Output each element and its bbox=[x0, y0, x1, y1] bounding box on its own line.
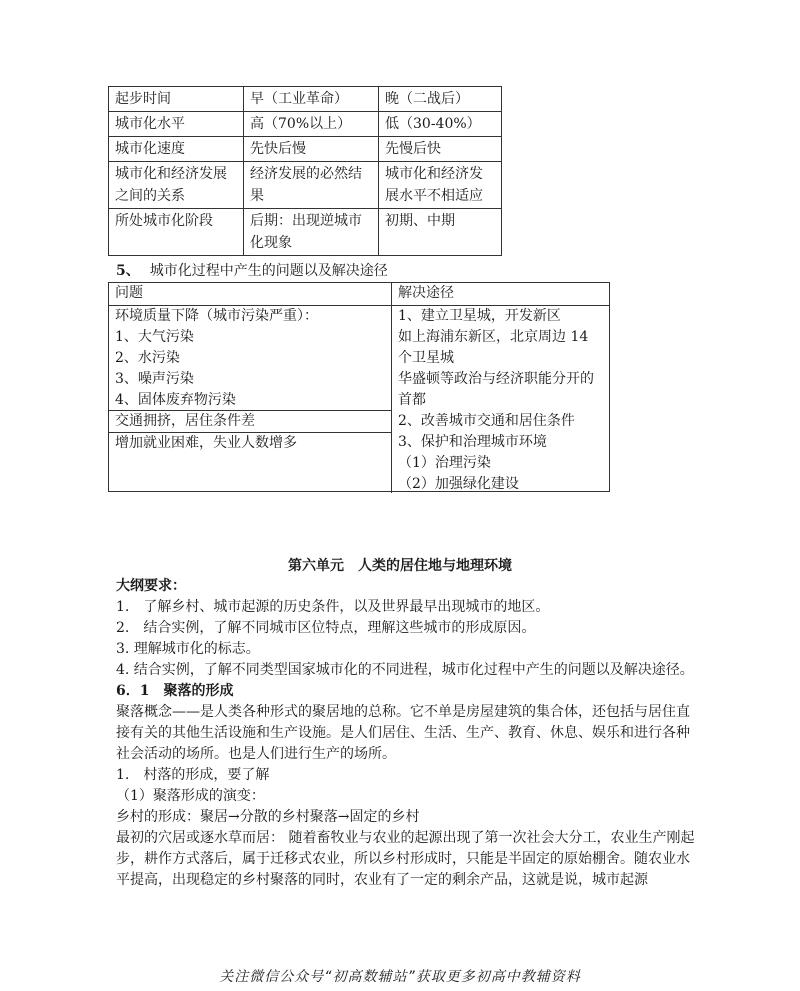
table-row bbox=[109, 87, 502, 112]
table-cell: 城市化和经济发展水平不相适应 bbox=[379, 162, 502, 209]
table-cell: 起步时间 bbox=[109, 87, 244, 112]
list-item: （1）治理污染 bbox=[398, 455, 491, 471]
list-item: 如上海浦东新区，北京周边 14 bbox=[398, 329, 589, 345]
list-item: 1、大气污染 bbox=[115, 329, 194, 345]
section-number: 5、 bbox=[116, 263, 140, 279]
unit-title: 第六单元 人类的居住地与地理环境 bbox=[288, 558, 512, 574]
table-row bbox=[109, 137, 502, 162]
table-cell: 晚（二战后） bbox=[379, 87, 502, 112]
table-header bbox=[109, 283, 609, 306]
list-item: 首都 bbox=[398, 392, 426, 408]
outline-item: 4. 结合实例，了解不同类型国家城市化的不同进程，城市化过程中产生的问题以及解决途径。 bbox=[116, 662, 694, 678]
table-cell: 所处城市化阶段 bbox=[109, 209, 244, 256]
problem-environment bbox=[109, 306, 391, 411]
table-cell: 后期：出现逆城市化现象 bbox=[244, 209, 379, 256]
list-item: 2、水污染 bbox=[115, 350, 180, 366]
paragraph: 乡村的形成：聚居→分散的乡村聚落→固定的乡村 bbox=[116, 809, 420, 825]
paragraph: 聚落概念——是人类各种形式的聚居地的总称。它不单是房屋建筑的集合体，还包括与居住直接有关的其他生活设施和生产设施。是人们居住、生活、生产、教育、休息、娱乐和进行各种社会活动的场所。也是人们进行生产的场所。 bbox=[116, 704, 690, 762]
outline-item: 1. 了解乡村、城市起源的历史条件，以及世界最早出现城市的地区。 bbox=[116, 599, 550, 615]
paragraph: （1）聚落形成的演变： bbox=[116, 788, 265, 804]
outline-item: 2. 结合实例，了解不同城市区位特点，理解这些城市的形成原因。 bbox=[116, 620, 536, 636]
paragraph: 1. 村落的形成，要了解 bbox=[116, 767, 270, 783]
outline-item: 3. 理解城市化的标志。 bbox=[116, 641, 260, 657]
solutions-column bbox=[392, 306, 609, 493]
header-problem: 问题 bbox=[109, 283, 392, 305]
table-cell: 先慢后快 bbox=[379, 137, 502, 162]
problems-solutions-table bbox=[108, 282, 610, 492]
list-item: 4、固体废弃物污染 bbox=[115, 392, 236, 408]
table-cell: 低（30-40%） bbox=[379, 112, 502, 137]
table-cell: 城市化和经济发展之间的关系 bbox=[109, 162, 244, 209]
table-cell: 早（工业革命） bbox=[244, 87, 379, 112]
table-cell: 初期、中期 bbox=[379, 209, 502, 256]
table-row bbox=[109, 162, 502, 209]
section-5-heading bbox=[116, 260, 388, 280]
list-item: 个卫星城 bbox=[398, 350, 454, 366]
comparison-table bbox=[108, 86, 502, 256]
problem-jobs: 增加就业困难，失业人数增多 bbox=[115, 435, 297, 451]
table-row bbox=[109, 209, 502, 256]
table-cell: 城市化速度 bbox=[109, 137, 244, 162]
list-item: 华盛顿等政治与经济职能分开的 bbox=[398, 371, 594, 387]
table-body bbox=[109, 306, 609, 493]
list-item: 1、建立卫星城，开发新区 bbox=[398, 308, 561, 324]
table-row bbox=[109, 112, 502, 137]
problems-column bbox=[109, 306, 392, 493]
table-cell: 高（70%以上） bbox=[244, 112, 379, 137]
table-cell: 经济发展的必然结果 bbox=[244, 162, 379, 209]
table-cell: 城市化水平 bbox=[109, 112, 244, 137]
problem-traffic: 交通拥挤，居住条件差 bbox=[109, 411, 391, 433]
section-title: 城市化过程中产生的问题以及解决途径 bbox=[149, 263, 388, 279]
list-item: （2）加强绿化建设 bbox=[398, 476, 519, 492]
list-item: 3、噪声污染 bbox=[115, 371, 194, 387]
section-heading: 6．1 聚落的形成 bbox=[116, 683, 234, 699]
paragraph: 最初的穴居或逐水草而居： 随着畜牧业与农业的起源出现了第一次社会大分工，农业生产刚起步，耕作方式落后，属于迁移式农业，所以乡村形成时，只能是半固定的原始棚舍。随农业水平提高，出现稳定的乡村聚落的同时，农业有了一定的剩余产品，这就是说，城市起源 bbox=[116, 830, 695, 888]
list-item: 环境质量下降（城市污染严重）： bbox=[115, 308, 318, 324]
unit-content bbox=[116, 576, 696, 891]
outline-heading: 大纲要求： bbox=[116, 578, 186, 594]
list-item: 2、改善城市交通和居住条件 bbox=[398, 413, 575, 429]
table-cell: 先快后慢 bbox=[244, 137, 379, 162]
list-item: 3、保护和治理城市环境 bbox=[398, 434, 547, 450]
footer-watermark: 关注微信公众号“初高数辅站”获取更多初高中教辅资料 bbox=[219, 969, 581, 985]
header-solution: 解决途径 bbox=[398, 285, 454, 301]
